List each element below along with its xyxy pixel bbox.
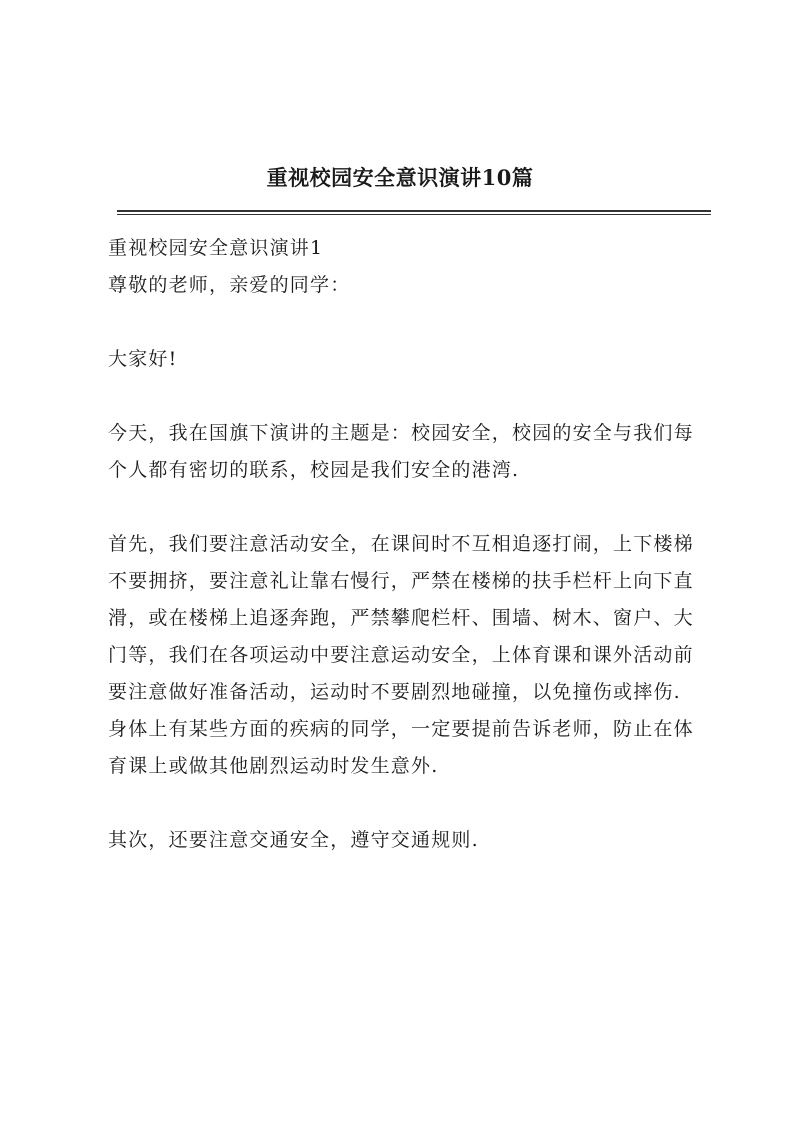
paragraph-1: 今天，我在国旗下演讲的主题是：校园安全，校园的安全与我们每个人都有密切的联系，校园是我们安全的港湾.: [108, 422, 694, 481]
paragraph-3: 其次，还要注意交通安全，遵守交通规则.: [108, 829, 479, 851]
paragraph-spacer: [108, 304, 708, 341]
paragraph-spacer: [108, 785, 708, 822]
speech-heading: 重视校园安全意识演讲1: [108, 237, 324, 259]
salutation: 尊敬的老师，亲爱的同学：: [108, 274, 351, 296]
document-body: [108, 230, 708, 859]
paragraph-spacer: [108, 489, 708, 526]
paragraph-2: 首先，我们要注意活动安全，在课间时不互相追逐打闹，上下楼梯不要拥挤，要注意礼让靠右慢行，严禁在楼梯的扶手栏杆上向下直滑，或在楼梯上追逐奔跑，严禁攀爬栏杆、围墙、树木、窗户、大门等，我们在各项运动中要注意运动安全，上体育课和课外活动前要注意做好准备活动，运动时不要剧烈地碰撞，以免撞伤或摔伤. 身体上有某些方面的疾病的同学，一定要提前告诉老师，防止在体育课上或做其他剧烈运动时发生意外.: [108, 533, 694, 777]
document-title: 重视校园安全意识演讲10篇: [266, 165, 534, 190]
paragraph-spacer: [108, 378, 708, 415]
title-divider: [117, 210, 711, 215]
greeting: 大家好!: [108, 348, 178, 370]
